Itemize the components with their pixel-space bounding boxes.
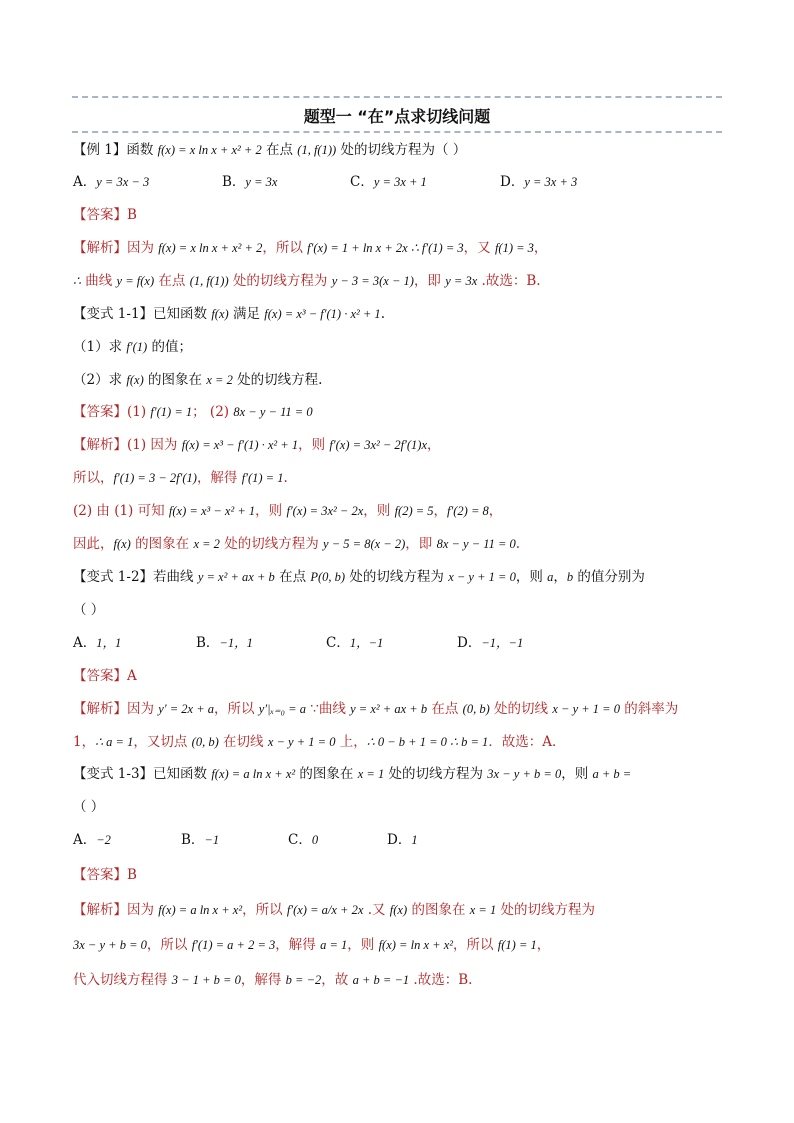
text-run: 因为: [127, 902, 159, 918]
text-run: 处的切线: [489, 701, 553, 717]
example-1-option-c: [350, 172, 427, 192]
option-label: B．: [222, 174, 246, 190]
math-expression: f(x) = a ln x + x²: [158, 903, 243, 917]
text-run: ，解得: [240, 972, 286, 988]
option-label: C．: [350, 174, 374, 190]
variation-1-3-question: [73, 764, 631, 784]
math-expression: 8x − y − 11 = 0: [436, 537, 516, 551]
variation-1-2-question: [73, 567, 645, 587]
text-run: ，则: [561, 766, 593, 782]
math-expression: 3x − y + b = 0: [487, 767, 562, 781]
text-run: 处的切线方程为: [219, 536, 324, 552]
math-expression: f(2) = 5: [394, 504, 434, 518]
math-expression: x = 2: [193, 537, 220, 551]
text-run: 【变式 1-3】已知函数: [73, 766, 212, 782]
math-expression: a = 1: [320, 938, 348, 952]
variation-1-1-part-2: [73, 370, 322, 390]
text-run: 处的切线方程为: [384, 766, 488, 782]
text-run: .: [515, 536, 521, 552]
text-run: 处的切线方程.: [232, 372, 323, 388]
text-run: （ ）: [73, 602, 105, 618]
example-1-solution-line-2: [73, 271, 541, 291]
variation-1-2-solution-line-2: [73, 732, 566, 752]
header-rule-top: [72, 96, 722, 98]
math-expression: f′(x) = 1 + ln x + 2x ∴ f′(1) = 3: [307, 241, 464, 255]
variation-1-1-solution-line-1: [73, 435, 441, 455]
option-value: −2: [96, 833, 111, 847]
text-run: 在点: [427, 701, 463, 717]
math-expression: f′(2) = 8: [447, 504, 489, 518]
math-expression: f(x) = a ln x + x²: [211, 767, 296, 781]
text-run: ，又: [463, 240, 495, 256]
text-run: 因此，: [73, 536, 114, 552]
text-run: 【解析】: [73, 701, 127, 717]
text-run: ，即: [413, 273, 446, 289]
variation-1-1-question: [73, 304, 385, 324]
math-expression: f(1) = 1: [497, 938, 537, 952]
text-run: ，则: [255, 503, 287, 519]
math-expression: b: [566, 570, 574, 584]
variation-1-3-option-d: [387, 830, 418, 850]
text-run: 处的切线方程为（ ）: [336, 142, 467, 158]
option-label: A．: [73, 174, 97, 190]
text-run: ，则: [347, 937, 379, 953]
variation-1-2-blank: [73, 600, 104, 620]
variation-1-3-option-c: [288, 830, 318, 850]
text-run: ，解得: [275, 937, 321, 953]
math-expression: f′(1): [126, 340, 148, 354]
option-value: 1，−1: [349, 636, 384, 650]
variation-1-2-option-d: [457, 633, 523, 653]
text-run: 在点: [261, 142, 298, 158]
option-label: D．: [500, 174, 525, 190]
math-expression: f(x): [113, 537, 131, 551]
text-run: 在点: [154, 273, 190, 289]
text-run: (2) 由 (1) 可知: [73, 503, 169, 519]
text-run: 【例 1】函数: [73, 142, 158, 158]
variation-1-1-answer: [73, 402, 313, 422]
example-1-option-d: [500, 172, 577, 192]
text-run: ，所以: [214, 701, 259, 717]
text-run: 的图象在: [130, 536, 194, 552]
text-run: ，则: [298, 437, 330, 453]
variation-1-2-solution-line-1: [73, 699, 678, 719]
option-value: −1，−1: [481, 636, 524, 650]
variation-1-2-answer: [73, 666, 137, 686]
text-run: ，所以: [453, 937, 498, 953]
text-run: 曲线: [80, 273, 117, 289]
variation-1-3-solution-line-1: [73, 900, 595, 920]
text-run: ，所以: [262, 240, 308, 256]
text-run: 满足: [228, 306, 265, 322]
math-expression: a + b = −1: [352, 973, 410, 987]
text-run: 【解析】: [73, 240, 127, 256]
math-expression: y′|ₓ₌₀ = a: [258, 702, 306, 716]
math-expression: f(x) = x³ − f′(1) · x² + 1: [264, 307, 381, 321]
variation-1-1-solution-line-2: [73, 468, 288, 488]
option-value: 0: [311, 833, 319, 847]
math-expression: 3x − y + b = 0: [73, 938, 147, 952]
math-expression: y′ = 2x + a: [158, 702, 214, 716]
example-1-question: [73, 140, 466, 160]
math-expression: f(1) = 3: [494, 241, 534, 255]
text-run: ，所以: [242, 902, 287, 918]
example-1-answer: [73, 205, 137, 225]
text-run: 【答案】B: [73, 867, 137, 883]
option-value: −1，1: [219, 636, 253, 650]
text-run: ，则: [363, 503, 395, 519]
math-expression: x − y + 1 = 0: [267, 735, 336, 749]
variation-1-1-part-1: [73, 337, 192, 357]
header-rule-bottom: [72, 131, 722, 133]
text-run: 【变式 1-1】已知函数: [73, 306, 212, 322]
text-run: ，又切点: [133, 734, 192, 750]
math-expression: (0, b): [191, 735, 219, 749]
text-run: ∵曲线: [305, 701, 351, 717]
section-title: 题型一 “在”点求切线问题: [303, 107, 491, 126]
math-expression: f(x): [126, 373, 144, 387]
option-label: B．: [196, 635, 220, 651]
option-label: A．: [73, 832, 97, 848]
variation-1-1-solution-line-3: [73, 501, 502, 521]
math-expression: y = f(x): [116, 274, 155, 288]
option-label: D．: [457, 635, 482, 651]
option-label: C．: [326, 635, 350, 651]
option-value: y = 3x + 1: [373, 175, 427, 189]
option-label: D．: [387, 832, 412, 848]
text-run: .: [380, 306, 385, 322]
variation-1-2-option-c: [326, 633, 383, 653]
example-1-solution-line-1: [73, 238, 547, 258]
text-run: ； (2): [192, 404, 234, 420]
text-run: 【变式 1-2】若曲线: [73, 569, 198, 585]
math-expression: ∴: [73, 274, 81, 288]
math-expression: (0, b): [462, 702, 490, 716]
math-expression: 3 − 1 + b = 0: [171, 973, 241, 987]
option-value: 1，1: [96, 636, 122, 650]
variation-1-1-solution-line-4: [73, 534, 520, 554]
text-run: ，: [488, 503, 503, 519]
text-run: ，故: [321, 972, 353, 988]
math-expression: f(x) = x ln x + x² + 2: [158, 241, 263, 255]
text-run: ，: [433, 503, 448, 519]
math-expression: a + b =: [592, 767, 632, 781]
variation-1-2-option-b: [196, 633, 253, 653]
math-expression: ∴ 0 − b + 1 = 0 ∴ b = 1: [366, 735, 489, 749]
math-expression: f′(x) = 3x² − 2f′(1)x: [329, 438, 427, 452]
text-run: 处的切线方程为: [345, 569, 449, 585]
text-run: （ ）: [73, 799, 105, 815]
text-run: 【答案】: [73, 404, 127, 420]
text-run: ，: [536, 937, 551, 953]
variation-1-3-answer: [73, 865, 137, 885]
variation-1-3-option-a: [73, 830, 111, 850]
math-expression: x = 1: [469, 903, 497, 917]
math-expression: f(x) = x³ − x² + 1: [168, 504, 256, 518]
text-run: 的值；: [147, 339, 192, 355]
example-1-option-a: [73, 172, 149, 192]
option-label: C．: [288, 832, 312, 848]
variation-1-3-solution-line-2: [73, 935, 550, 955]
math-expression: f(x) = ln x + x²: [378, 938, 453, 952]
math-expression: x − y + 1 = 0: [448, 570, 516, 584]
text-run: .: [283, 470, 288, 486]
math-expression: f′(1) = 1: [150, 405, 193, 419]
variation-1-2-option-a: [73, 633, 121, 653]
text-run: .故选：B.: [409, 972, 473, 988]
text-run: .又: [363, 902, 390, 918]
math-expression: f(x) = x ln x + x² + 2: [157, 143, 262, 157]
text-run: 的值分别为: [573, 569, 645, 585]
text-run: ，所以: [146, 937, 192, 953]
text-run: 在切线: [218, 734, 268, 750]
text-run: 处的切线方程为: [228, 273, 332, 289]
option-value: y = 3x − 3: [96, 175, 150, 189]
text-run: 【答案】A: [73, 668, 137, 684]
text-run: 【解析】: [73, 437, 127, 453]
math-expression: (1, f(1)): [189, 274, 229, 288]
math-expression: f′(1) = 3 − 2f′(1): [113, 471, 197, 485]
text-run: (1) 因为: [127, 437, 182, 453]
text-run: (1): [127, 404, 151, 420]
text-run: 因为: [127, 701, 159, 717]
math-expression: y = 3x: [445, 274, 478, 288]
text-run: ，: [553, 569, 567, 585]
option-value: y = 3x + 3: [524, 175, 578, 189]
text-run: ，解得: [196, 470, 242, 486]
text-run: 因为: [127, 240, 159, 256]
math-expression: x − y + 1 = 0: [552, 702, 620, 716]
math-expression: f′(x) = 3x² − 2x: [286, 504, 364, 518]
text-run: ，: [427, 437, 441, 453]
option-value: −1: [204, 833, 220, 847]
text-run: 的图象在: [143, 372, 207, 388]
option-value: y = 3x: [245, 175, 278, 189]
math-expression: b = −2: [285, 973, 322, 987]
math-expression: f′(1) = 1: [241, 471, 284, 485]
option-value: 1: [411, 833, 418, 847]
option-label: A．: [73, 635, 97, 651]
math-expression: y = x² + ax + b: [197, 570, 275, 584]
text-run: 处的切线方程为: [496, 902, 596, 918]
text-run: 所以，: [73, 470, 114, 486]
variation-1-3-blank: [73, 797, 104, 817]
text-run: 代入切线方程得: [73, 972, 172, 988]
math-expression: y − 3 = 3(x − 1): [331, 274, 414, 288]
text-run: ，即: [405, 536, 437, 552]
math-expression: f(x): [211, 307, 229, 321]
text-run: 的图象在: [295, 766, 358, 782]
text-run: （2）求: [73, 372, 127, 388]
text-run: .故选：B.: [477, 273, 541, 289]
math-expression: ∴ a = 1: [95, 735, 134, 749]
example-1-option-b: [222, 172, 277, 192]
text-run: 的斜率为: [620, 701, 679, 717]
text-run: ，: [533, 240, 548, 256]
math-expression: f(x): [389, 903, 408, 917]
variation-1-3-solution-line-3: [73, 970, 472, 990]
math-expression: 8x − y − 11 = 0: [233, 405, 313, 419]
math-expression: P(0, b): [310, 570, 346, 584]
math-expression: a: [547, 570, 554, 584]
text-run: 1，: [73, 734, 96, 750]
text-run: 【答案】B: [73, 207, 137, 223]
math-expression: f′(1) = a + 2 = 3: [191, 938, 276, 952]
text-run: 的图象在: [407, 902, 470, 918]
math-expression: x = 1: [357, 767, 385, 781]
text-run: ，则: [515, 569, 548, 585]
math-expression: (1, f(1)): [297, 143, 337, 157]
text-run: ．故选：A．: [488, 734, 566, 750]
text-run: 在点: [274, 569, 311, 585]
math-expression: y = x² + ax + b: [350, 702, 428, 716]
variation-1-3-option-b: [181, 830, 219, 850]
math-expression: x = 2: [206, 373, 233, 387]
text-run: 【解析】: [73, 902, 127, 918]
math-expression: f′(x) = a/x + 2x: [286, 903, 364, 917]
text-run: （1）求: [73, 339, 127, 355]
text-run: 上，: [335, 734, 367, 750]
math-expression: y − 5 = 8(x − 2): [323, 537, 406, 551]
option-label: B．: [181, 832, 205, 848]
math-expression: f(x) = x³ − f′(1) · x² + 1: [181, 438, 299, 452]
